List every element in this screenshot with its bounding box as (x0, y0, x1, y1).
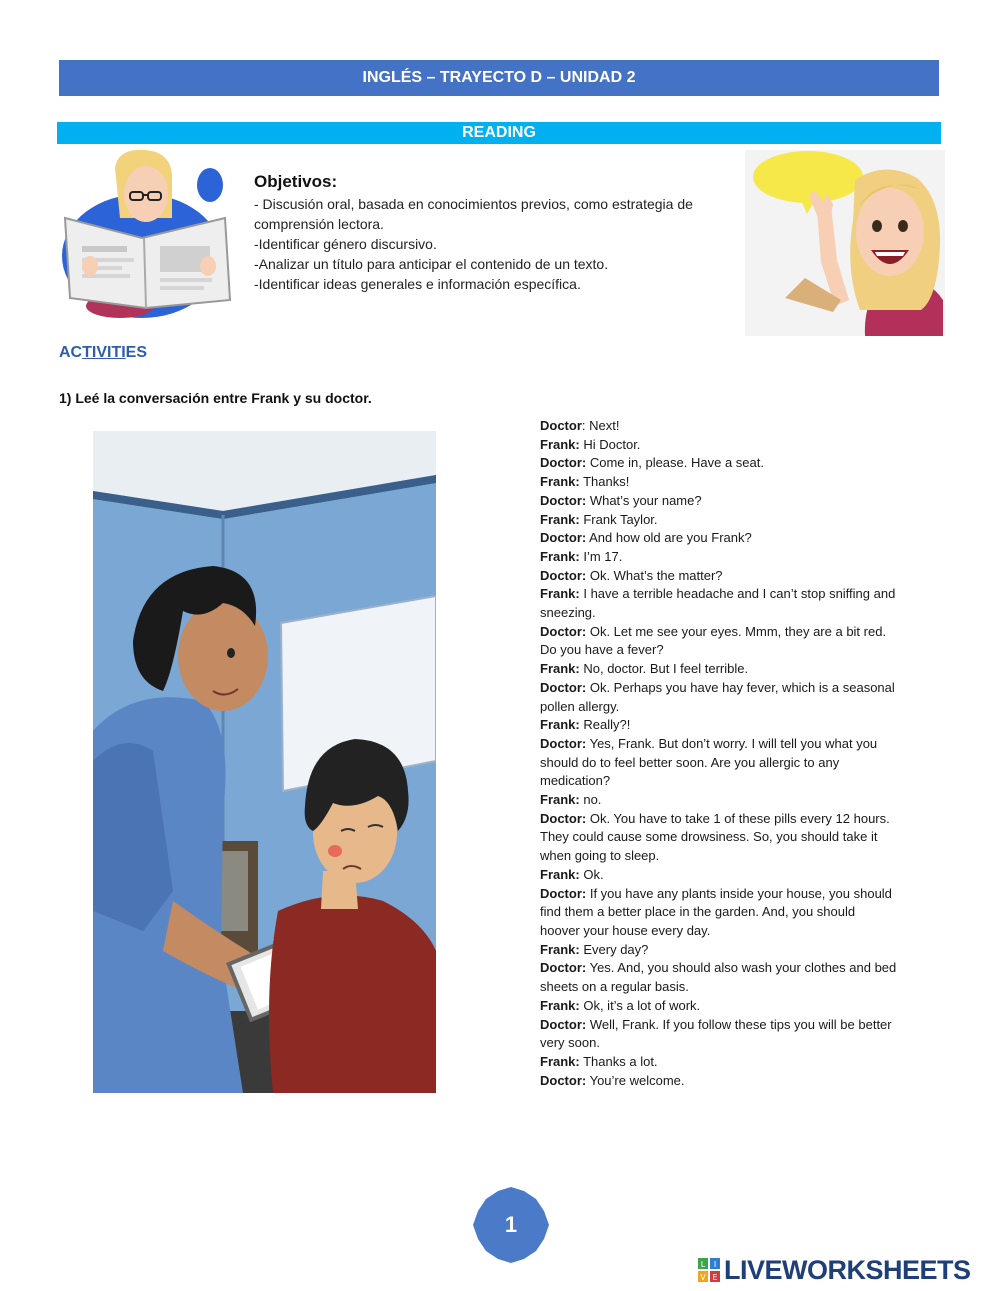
speaker-label: Doctor: (540, 1016, 587, 1032)
dialogue-line (540, 679, 932, 698)
dialogue-line (540, 585, 932, 604)
line-text: when going to sleep. (540, 848, 660, 864)
objective-line: - Discusión oral, basada en conocimientos previos, como estrategia de (254, 196, 693, 212)
dialogue-line (540, 847, 932, 866)
section-title: READING (462, 124, 536, 141)
objective-line: -Identificar ideas generales e información específica. (254, 276, 581, 292)
line-text: Next! (585, 418, 620, 433)
line-text: They could cause some drowsiness. So, you should take it (540, 829, 878, 845)
dialogue-line (540, 997, 932, 1016)
speaker-label: Doctor: (540, 567, 587, 583)
line-text: Well, Frank. If you follow these tips you will be better (586, 1016, 892, 1032)
speaker-label: Frank: (540, 548, 580, 564)
line-text: Ok. (579, 866, 604, 882)
dialogue-line (540, 492, 932, 511)
dialogue-line (540, 941, 932, 960)
speaker-label: Frank: (540, 586, 580, 602)
speaker-label: Frank: (540, 474, 580, 490)
line-text: I have a terrible headache and I can’t stop sniffing and (579, 586, 896, 602)
line-text: Thanks! (579, 474, 630, 490)
logo-tiles-icon (698, 1258, 720, 1282)
speaker-label: Frank: (540, 511, 580, 527)
objective-line: comprensión lectora. (254, 216, 384, 232)
dialogue-line (540, 866, 932, 885)
doctor-patient-illustration (93, 431, 436, 1093)
speaker-label: Frank: (540, 941, 580, 957)
dialogue-line (540, 735, 932, 754)
dialogue-transcript (540, 417, 932, 1090)
page-number-wrapper (472, 1186, 550, 1264)
dialogue-line (540, 959, 932, 978)
activities-heading-part: AC (59, 344, 83, 361)
speaker-label: Doctor: (540, 679, 587, 695)
dialogue-line (540, 922, 932, 941)
speaker-label: Frank: (540, 436, 580, 452)
dialogue-line (540, 567, 932, 586)
dialogue-line (540, 641, 932, 660)
logo-tile-letter: L (700, 1260, 706, 1269)
speaker-label: Doctor (540, 418, 582, 433)
line-text: You’re welcome. (586, 1072, 685, 1088)
line-text: medication? (540, 773, 611, 789)
speaker-label: Doctor: (540, 885, 587, 901)
logo-tile-letter: E (712, 1273, 718, 1282)
woman-waving-hi-illustration (745, 150, 945, 336)
line-text: What’s your name? (586, 492, 702, 508)
activities-heading-part: ES (125, 344, 148, 361)
dialogue-line (540, 1053, 932, 1072)
line-text: pollen allergy. (540, 698, 620, 714)
dialogue-line (540, 417, 932, 436)
dialogue-line (540, 978, 932, 997)
speaker-label: Frank: (540, 997, 580, 1013)
objective-line: -Identificar género discursivo. (254, 236, 437, 252)
line-text: Thanks a lot. (579, 1053, 658, 1069)
activities-heading (59, 344, 147, 362)
speaker-separator: : (581, 418, 586, 433)
line-text: Ok. Let me see your eyes. Mmm, they are a bit red. (586, 623, 887, 639)
page-number: 1 (504, 1212, 518, 1237)
speaker-label: Frank: (540, 661, 580, 677)
line-text: Do you have a fever? (540, 642, 664, 658)
line-text: And how old are you Frank? (586, 530, 752, 546)
line-text: Yes, Frank. But don’t worry. I will tell you what you (586, 735, 878, 751)
line-text: If you have any plants inside your house, you should (586, 885, 892, 901)
line-text: should do to feel better soon. Are you allergic to any (540, 754, 840, 770)
dialogue-line (540, 454, 932, 473)
question-1: 1) Leé la conversación entre Frank y su doctor. (59, 390, 372, 406)
line-text: sneezing. (540, 605, 596, 621)
logo-tile-letter: I (713, 1260, 717, 1269)
objectives-heading: Objetivos: (254, 172, 338, 191)
logo-tile-letter: V (700, 1273, 706, 1282)
speaker-label: Doctor: (540, 1072, 587, 1088)
line-text: Ok. Perhaps you have hay fever, which is a seasonal (586, 679, 895, 695)
speaker-label: Doctor: (540, 492, 587, 508)
speaker-label: Doctor: (540, 960, 587, 976)
woman-reading-newspaper-illustration (60, 148, 240, 320)
dialogue-line (540, 791, 932, 810)
dialogue-line (540, 511, 932, 530)
line-text: sheets on a regular basis. (540, 979, 689, 995)
unit-title-banner (59, 60, 939, 96)
dialogue-line (540, 810, 932, 829)
line-text: No, doctor. But I feel terrible. (579, 661, 749, 677)
line-text: Really?! (579, 717, 631, 733)
dialogue-line (540, 604, 932, 623)
objective-line: -Analizar un título para anticipar el contenido de un texto. (254, 256, 609, 272)
dialogue-line (540, 436, 932, 455)
speaker-label: Frank: (540, 866, 580, 882)
line-text: Frank Taylor. (579, 511, 658, 527)
dialogue-line (540, 828, 932, 847)
dialogue-line (540, 1034, 932, 1053)
speaker-label: Doctor: (540, 810, 587, 826)
speaker-label: Doctor: (540, 735, 587, 751)
dialogue-line (540, 1016, 932, 1035)
line-text: no. (579, 792, 602, 808)
dialogue-line (540, 772, 932, 791)
line-text: Ok. What’s the matter? (586, 567, 723, 583)
dialogue-line (540, 548, 932, 567)
dialogue-line (540, 660, 932, 679)
dialogue-line (540, 903, 932, 922)
line-text: very soon. (540, 1035, 600, 1051)
line-text: Ok, it’s a lot of work. (579, 997, 701, 1013)
line-text: hoover your house every day. (540, 922, 711, 938)
line-text: Every day? (579, 941, 649, 957)
line-text: Hi Doctor. (579, 436, 641, 452)
speaker-label: Doctor: (540, 530, 587, 546)
dialogue-line (540, 885, 932, 904)
line-text: Ok. You have to take 1 of these pills every 12 hours. (586, 810, 890, 826)
speaker-label: Doctor: (540, 623, 587, 639)
line-text: I’m 17. (579, 548, 623, 564)
dialogue-line (540, 716, 932, 735)
section-banner (57, 122, 941, 144)
speaker-label: Frank: (540, 792, 580, 808)
line-text: find them a better place in the garden. And, you should (540, 904, 856, 920)
activities-heading-underlined: TIVITI (82, 344, 126, 361)
dialogue-line (540, 698, 932, 717)
dialogue-line (540, 529, 932, 548)
speaker-label: Doctor: (540, 455, 587, 471)
speaker-label: Frank: (540, 1053, 580, 1069)
speaker-label: Frank: (540, 717, 580, 733)
dialogue-line (540, 473, 932, 492)
unit-title: INGLÉS – TRAYECTO D – UNIDAD 2 (362, 69, 636, 86)
dialogue-line (540, 623, 932, 642)
objectives-block (254, 172, 734, 294)
line-text: Come in, please. Have a seat. (586, 455, 764, 471)
dialogue-line (540, 1072, 932, 1091)
liveworksheets-logo (698, 1256, 971, 1284)
line-text: Yes. And, you should also wash your clothes and bed (586, 960, 897, 976)
logo-text: LIVEWORKSHEETS (724, 1254, 971, 1285)
dialogue-line (540, 754, 932, 773)
